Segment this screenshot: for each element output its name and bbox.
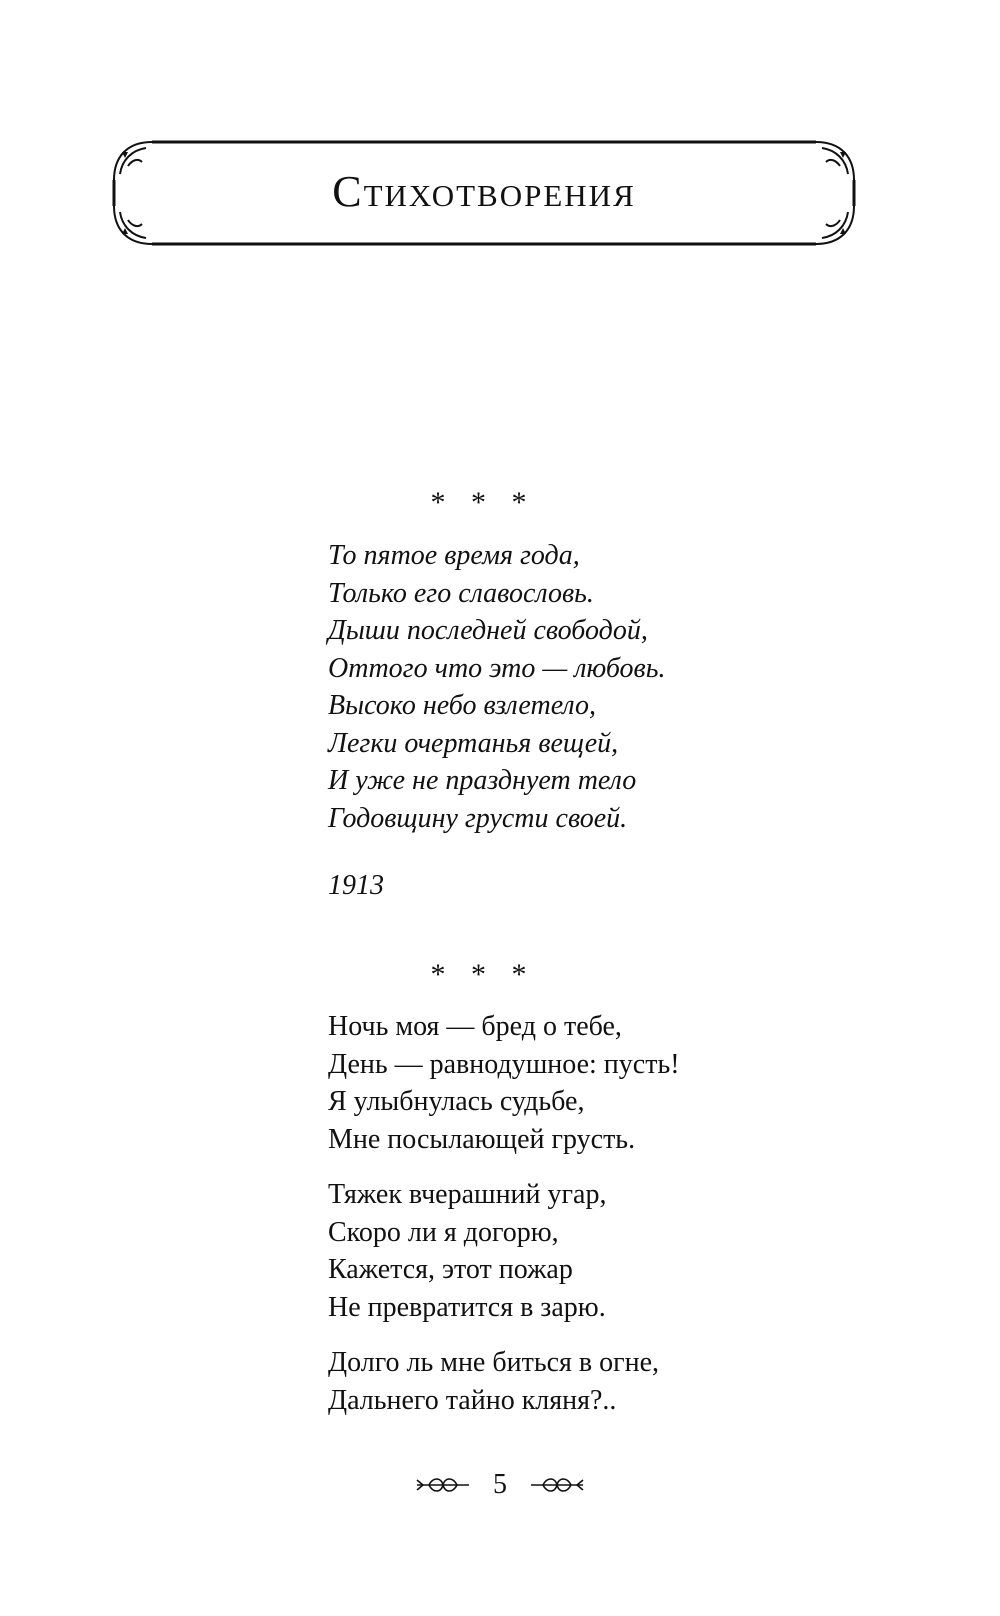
poem-line: Тяжек вчерашний угар, xyxy=(328,1179,607,1210)
poem-line: Мне посылающей грусть. xyxy=(328,1123,636,1155)
stanza xyxy=(328,1344,680,1419)
right-flourish-icon xyxy=(529,1474,585,1496)
poem-line: Не превратится в зарю. xyxy=(328,1291,606,1323)
poem-2-text xyxy=(328,1008,680,1419)
stanza xyxy=(328,1176,680,1326)
poem-line: Высоко небо взлетело, xyxy=(328,690,596,721)
poem-separator: * * * xyxy=(430,958,536,991)
poem-separator: * * * xyxy=(430,486,536,519)
poem-line: Ночь моя — бред о тебе, xyxy=(328,1011,622,1042)
poem-line: Дальнего тайно кляня?.. xyxy=(328,1384,617,1416)
poem-line: Легки очертанья вещей, xyxy=(328,727,619,759)
poem-line: То пятое время года, xyxy=(328,540,580,571)
section-title: Стихотворения xyxy=(332,167,636,216)
poem-line: Только его славословь. xyxy=(328,577,594,609)
poem-line: Я улыбнулась судьбе, xyxy=(328,1086,585,1117)
poem-line: Годовщину грусти своей. xyxy=(328,802,628,834)
poem-line: Кажется, этот пожар xyxy=(328,1254,573,1285)
poem-1-text xyxy=(328,537,665,837)
poem-line: День — равнодушное: пусть! xyxy=(328,1048,680,1080)
poem-line: Скоро ли я догорю, xyxy=(328,1216,559,1248)
stanza xyxy=(328,1008,680,1158)
left-flourish-icon xyxy=(415,1474,471,1496)
poem-date: 1913 xyxy=(328,870,384,901)
section-header-frame xyxy=(108,136,860,250)
page-footer xyxy=(0,1469,1000,1501)
poem-line: Долго ль мне биться в огне, xyxy=(328,1347,660,1378)
poem-line: Дыши последней свободой, xyxy=(328,615,648,646)
poem-line: Оттого что это — любовь. xyxy=(328,652,666,684)
poem-line: И уже не празднует тело xyxy=(328,765,637,796)
page-number: 5 xyxy=(493,1469,507,1500)
